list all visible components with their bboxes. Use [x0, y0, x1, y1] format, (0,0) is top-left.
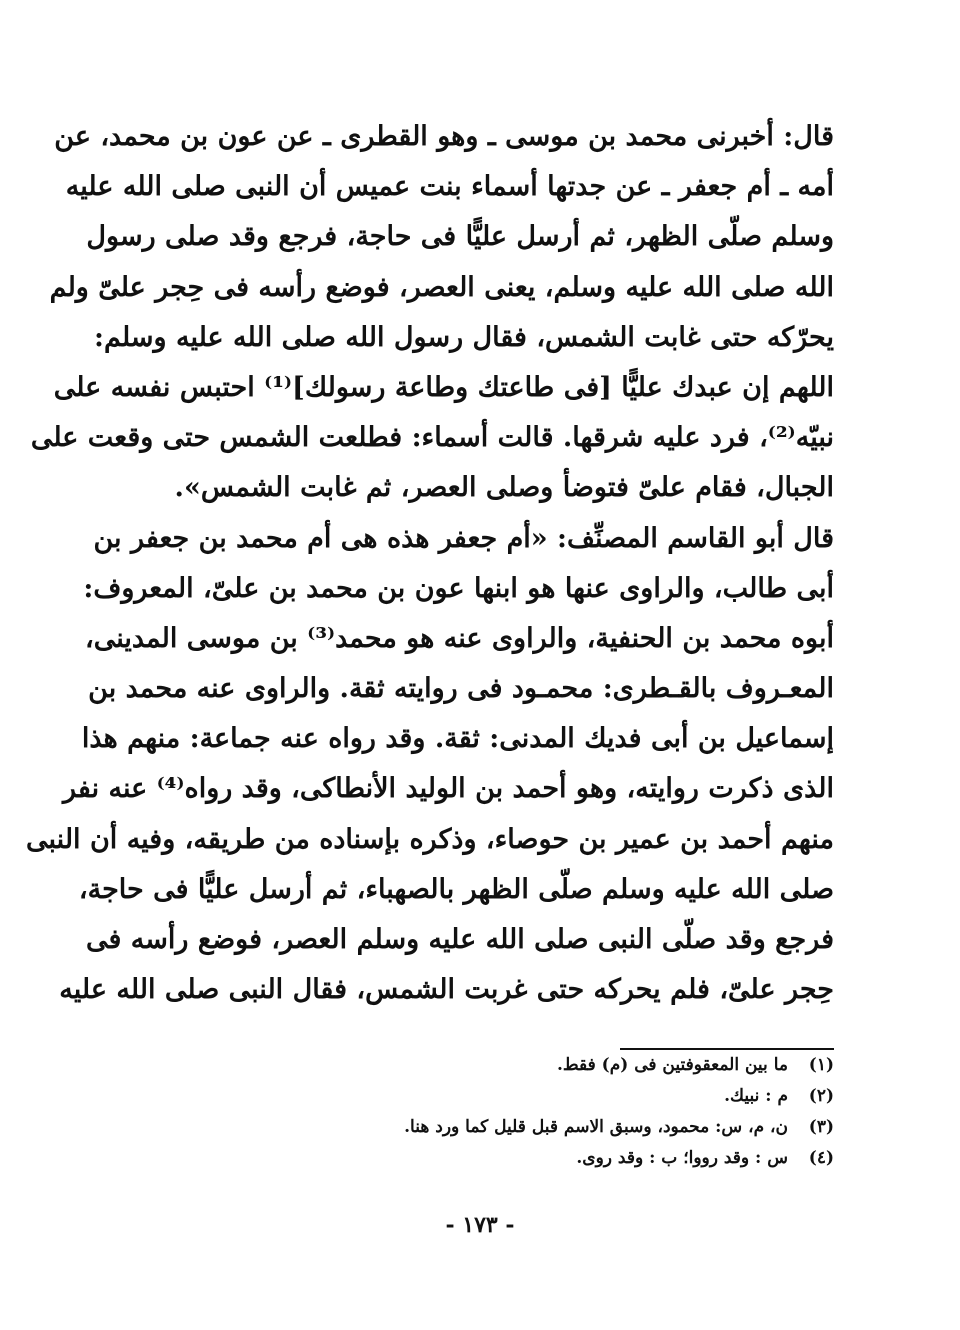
footnote-number: (٣)	[808, 1117, 834, 1137]
footnote-text: ما بين المعقوفتين فى (م) فقط.	[556, 1055, 788, 1075]
footnote-text: س : وقد رووا؛ ب : وقد روى.	[576, 1148, 788, 1168]
footnote-number: (١)	[808, 1055, 834, 1075]
footnote-number: (٤)	[808, 1148, 834, 1168]
footnote-number: (٢)	[808, 1086, 834, 1106]
text-line: الله صلى الله عليه وسلم، يعنى العصر، فوضع رأسه فى حِجر علىّ ولم	[49, 271, 834, 303]
text-line: صلى الله عليه وسلم صلّى الظهر بالصهباء، ثم أرسل عليًّا فى حاجة،	[78, 873, 834, 905]
footnote-item	[300, 1052, 834, 1079]
footnotes	[300, 1052, 834, 1176]
text-line: حِجر علىّ، فلم يحركه حتى غربت الشمس، فقال النبى صلى الله عليه	[59, 974, 834, 1006]
text-line: أمه ـ أم جعفر ـ عن جدتها أسماء بنت عميس أن النبى صلى الله عليه	[65, 171, 834, 203]
text-line: منهم أحمد بن عمير بن حوصاء، وذكره بإسناده من طريقه، وفيه أن النبى	[26, 823, 834, 855]
text-line: يحرّكه حتى غابت الشمس، فقال رسول الله صلى الله عليه وسلم:	[94, 321, 834, 353]
text-line: اللهم إن عبدك عليًّا [فى طاعتك وطاعة رسولك]⁽¹⁾ احتبس نفسه على	[53, 371, 834, 403]
footnote-text: م : نبيك.	[724, 1086, 788, 1106]
text-line: أبى طالب، والراوى عنها هو ابنها عون بن محمد بن علىّ، المعروف:	[83, 572, 834, 604]
main-text-block	[26, 112, 834, 1015]
text-line: الذى ذكرت روايته، وهو أحمد بن الوليد الأنطاكى، وقد رواه⁽⁴⁾ عنه نفر	[63, 773, 834, 805]
text-line: إسماعيل بن أبى فديك المدنى: ثقة. وقد رواه عنه جماعة: منهم هذا	[81, 723, 834, 755]
text-line: المعـروف بالقـطرى: محمـود فى روايته ثقة. والراوى عنه محمد بن	[88, 673, 834, 705]
footnote-separator	[620, 1048, 834, 1050]
footnote-item	[300, 1145, 834, 1172]
text-line: فرجع وقد صلّى النبى صلى الله عليه وسلم العصر، فوضع رأسه فى	[85, 924, 834, 955]
page-number: - ١٧٣ -	[445, 1212, 515, 1238]
text-line: قال: أخبرنى محمد بن موسى ـ وهو القطرى ـ عن عون بن محمد، عن	[54, 121, 834, 152]
text-line: أبوه محمد بن الحنفية، والراوى عنه هو محمد⁽³⁾ بن موسى المدينى،	[84, 622, 834, 654]
text-line: الجبال، فقام علىّ فتوضأ وصلى العصر، ثم غابت الشمس».	[174, 472, 834, 504]
footnote-text: ن، م، س: محمود، وسبق الاسم قبل قليل كما ورد هنا.	[404, 1117, 788, 1137]
text-line: وسلم صلّى الظهر، ثم أرسل عليًّا فى حاجة، فرجع وقد صلى رسول	[86, 221, 834, 253]
footnote-item	[300, 1083, 834, 1110]
footnote-item	[300, 1114, 834, 1141]
text-line: نبيّه⁽²⁾، فرد عليه شرقها. قالت أسماء: فطلعت الشمس حتى وقعت على	[30, 422, 834, 454]
text-line: قال أبو القاسم المصنِّف: «أم جعفر هذه هى أم محمد بن جعفر بن	[93, 522, 834, 554]
